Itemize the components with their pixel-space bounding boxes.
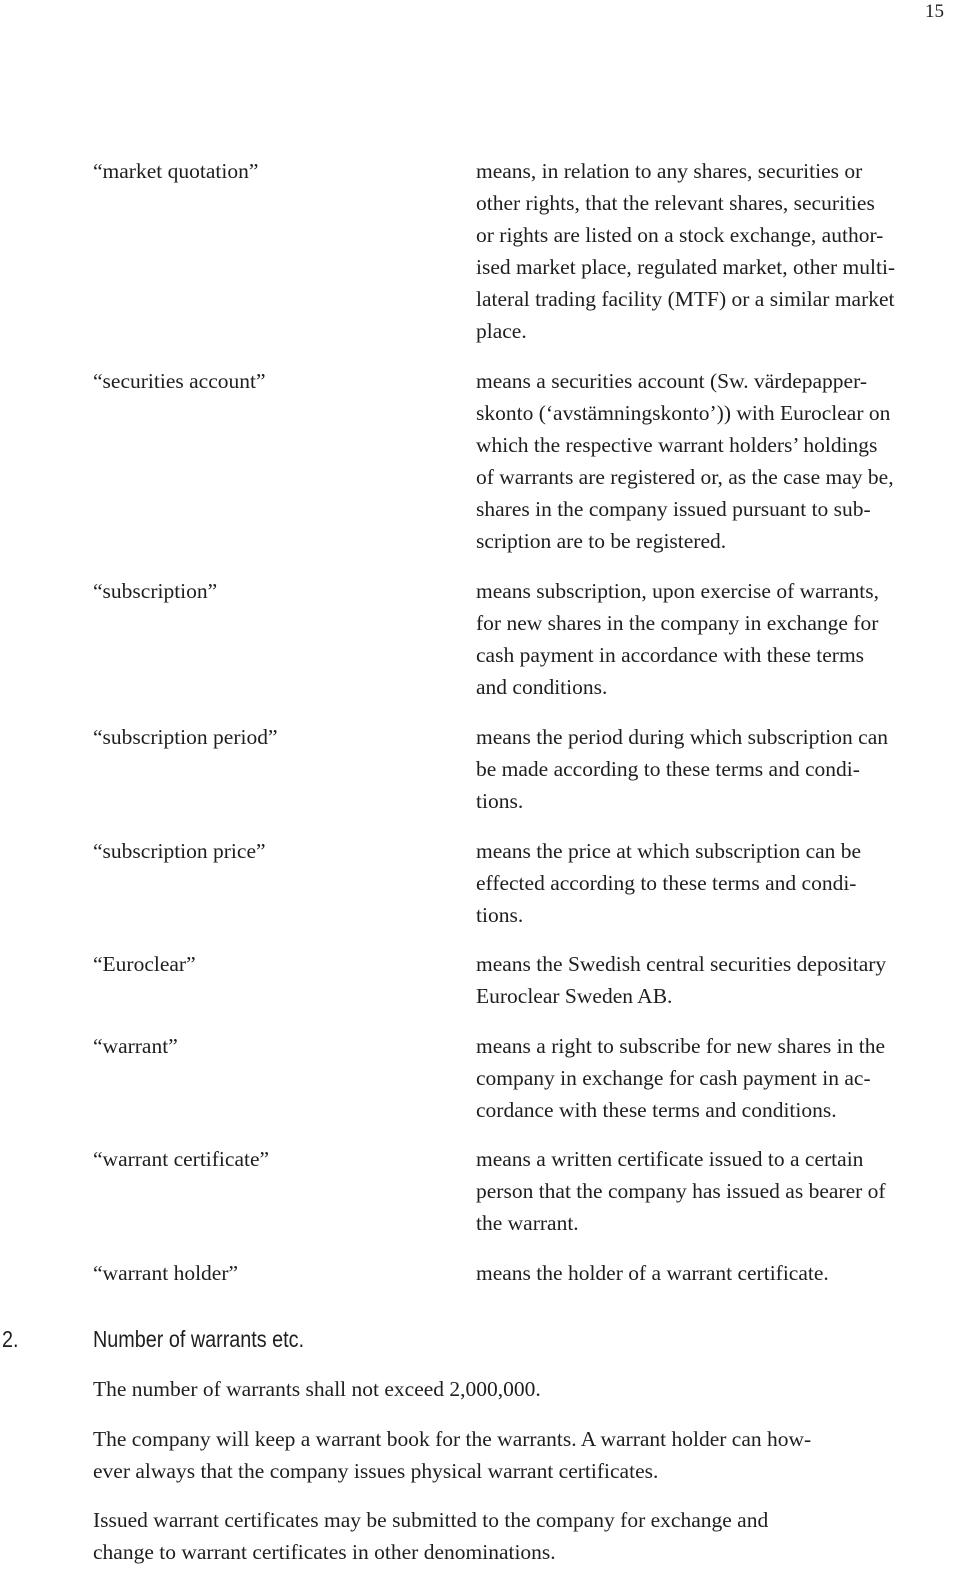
definition-line: skonto (‘avstämningskonto’)) with Euroclear on [476, 401, 891, 425]
term-definition [476, 1143, 960, 1239]
term-definition [476, 575, 960, 703]
page-number: 15 [925, 1, 944, 22]
defined-term: “securities account” [93, 369, 266, 393]
definition-line: tions. [476, 789, 524, 813]
definition-line: or rights are listed on a stock exchange, author- [476, 223, 884, 247]
definition-line: the warrant. [476, 1211, 579, 1235]
definition-line: means a securities account (Sw. värdepapper- [476, 369, 867, 393]
term-definition [476, 948, 960, 1012]
definition-line: shares in the company issued pursuant to sub- [476, 497, 871, 521]
paragraph-line: The number of warrants shall not exceed 2,000,000. [93, 1377, 541, 1401]
paragraph-line: ever always that the company issues physical warrant certificates. [93, 1459, 659, 1483]
defined-term: “market quotation” [93, 159, 259, 183]
definition-line: and conditions. [476, 675, 608, 699]
definition-line: cordance with these terms and conditions. [476, 1098, 837, 1122]
definition-line: cash payment in accordance with these terms [476, 643, 865, 667]
term-definition [476, 835, 960, 931]
definition-line: person that the company has issued as bearer of [476, 1179, 886, 1203]
definition-line: which the respective warrant holders’ holdings [476, 433, 878, 457]
defined-term: “Euroclear” [93, 952, 196, 976]
definition-line: means a written certificate issued to a certain [476, 1147, 864, 1171]
definition-line: effected according to these terms and condi- [476, 871, 857, 895]
definition-line: Euroclear Sweden AB. [476, 984, 673, 1008]
section-paragraph [93, 1423, 943, 1487]
term-definition [476, 1257, 960, 1289]
definition-line: ised market place, regulated market, other multi- [476, 255, 896, 279]
definition-line: means the Swedish central securities depositary [476, 952, 887, 976]
definition-line: means the holder of a warrant certificate. [476, 1261, 829, 1285]
term-definition [476, 365, 960, 557]
definition-line: of warrants are registered or, as the case may be, [476, 465, 894, 489]
definition-line: be made according to these terms and condi- [476, 757, 860, 781]
definition-line: means subscription, upon exercise of warrants, [476, 579, 880, 603]
term-definition [476, 721, 960, 817]
definition-line: place. [476, 319, 527, 343]
term-definition [476, 155, 960, 347]
term-definition [476, 1030, 960, 1126]
definition-line: company in exchange for cash payment in ac- [476, 1066, 871, 1090]
defined-term: “subscription period” [93, 725, 278, 749]
defined-term: “warrant holder” [93, 1261, 239, 1285]
definition-line: means, in relation to any shares, securities or [476, 159, 863, 183]
section-number: 2. [2, 1326, 19, 1352]
definition-line: means a right to subscribe for new shares in the [476, 1034, 885, 1058]
definition-line: means the price at which subscription can be [476, 839, 862, 863]
defined-term: “subscription price” [93, 839, 266, 863]
defined-term: “subscription” [93, 579, 218, 603]
defined-term: “warrant” [93, 1034, 178, 1058]
section-paragraph [93, 1373, 943, 1405]
paragraph-line: The company will keep a warrant book for the warrants. A warrant holder can how- [93, 1427, 812, 1451]
section-paragraph [93, 1504, 943, 1568]
definition-line: for new shares in the company in exchange for [476, 611, 879, 635]
definition-line: means the period during which subscription can [476, 725, 888, 749]
section-heading: Number of warrants etc. [93, 1326, 305, 1352]
definition-line: other rights, that the relevant shares, securities [476, 191, 875, 215]
definition-line: scription are to be registered. [476, 529, 727, 553]
definition-line: tions. [476, 903, 524, 927]
paragraph-line: Issued warrant certificates may be submitted to the company for exchange and [93, 1508, 769, 1532]
defined-term: “warrant certificate” [93, 1147, 270, 1171]
paragraph-line: change to warrant certificates in other denominations. [93, 1540, 556, 1564]
definition-line: lateral trading facility (MTF) or a similar market [476, 287, 895, 311]
